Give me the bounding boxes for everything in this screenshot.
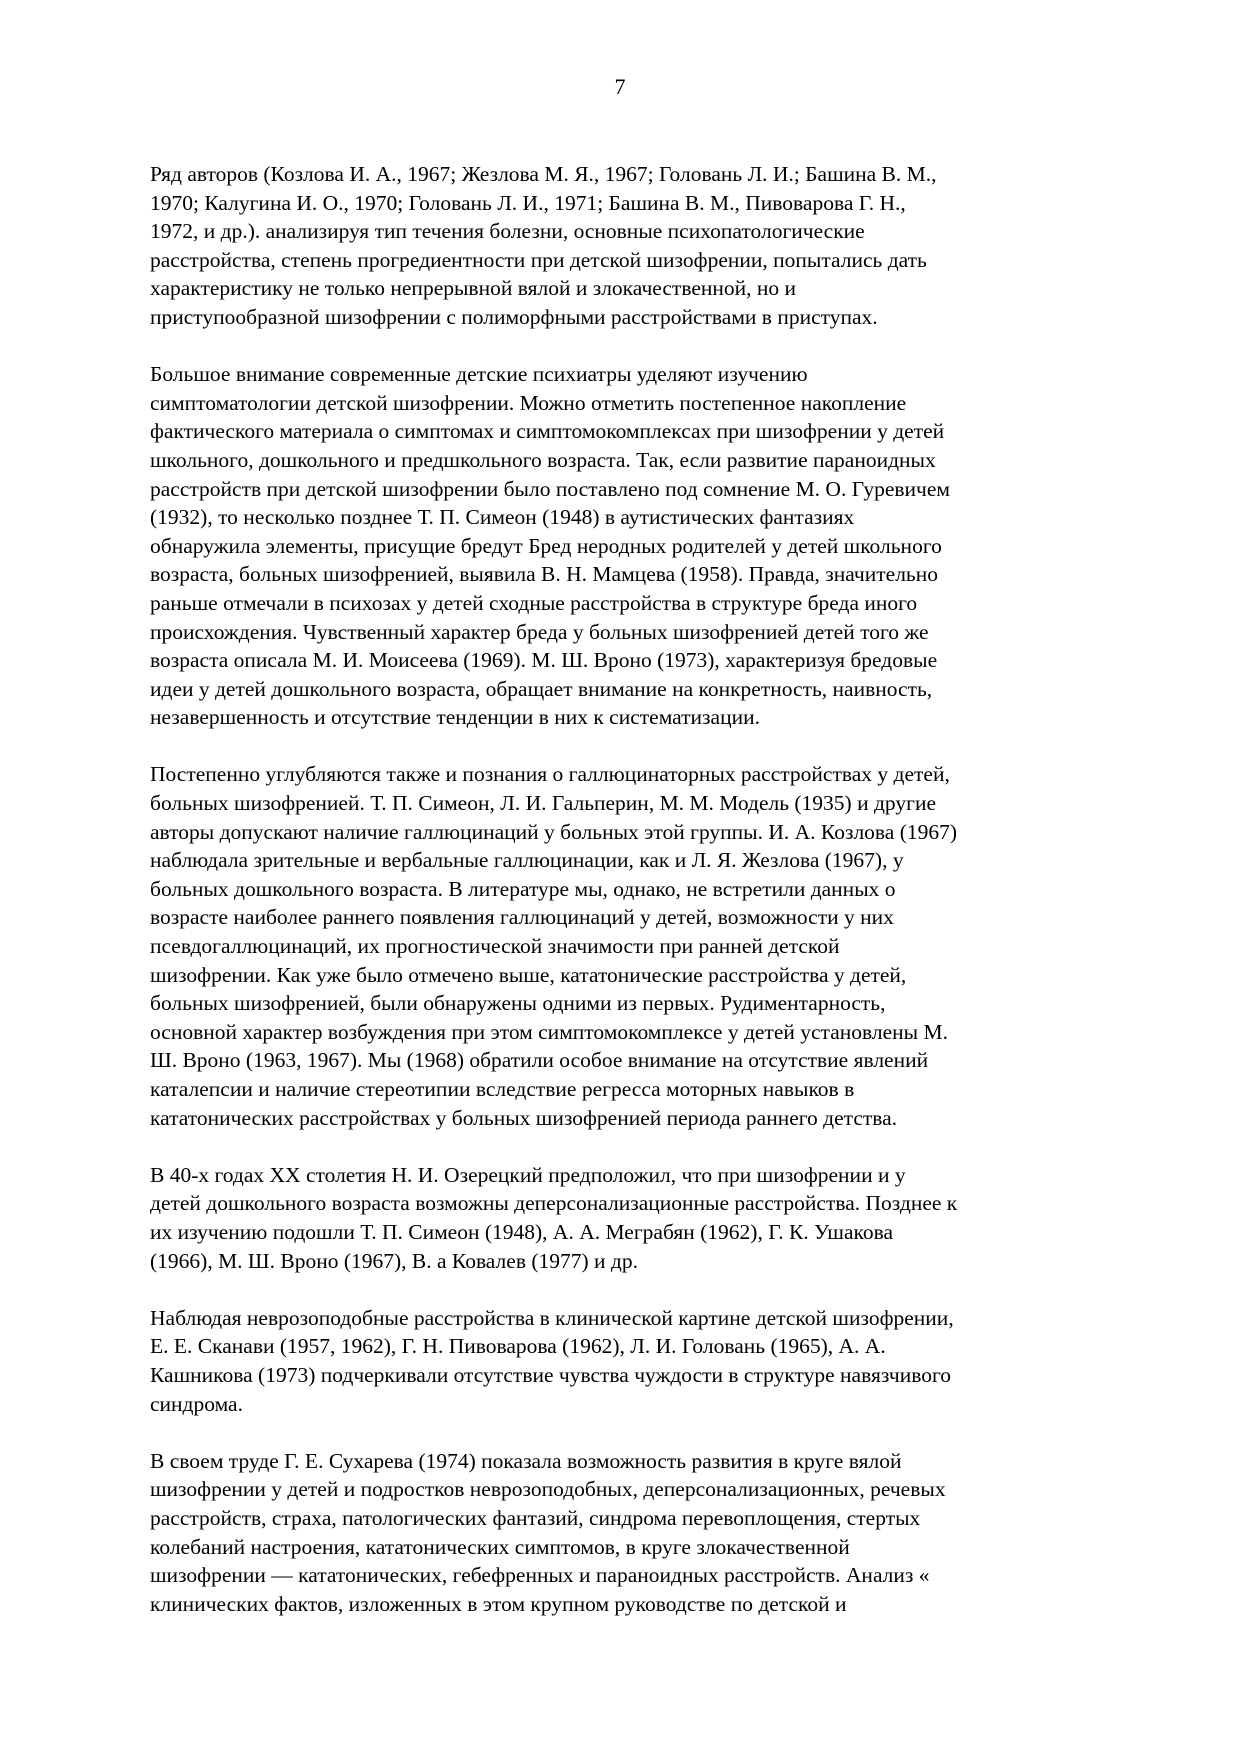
text-line: авторы допускают наличие галлюцинаций у больных этой группы. И. А. Козлова (1967) xyxy=(150,819,958,844)
text-line: шизофрении. Как уже было отмечено выше, кататонические расстройства у детей, xyxy=(150,962,907,987)
text-line: Кашникова (1973) подчеркивали отсутствие чувства чуждости в структуре навязчивого xyxy=(150,1362,952,1387)
text-line: колебаний настроения, кататонических симптомов, в круге злокачественной xyxy=(150,1534,850,1559)
text-line: В своем труде Г. Е. Сухарева (1974) показала возможность развития в круге вялой xyxy=(150,1448,902,1473)
text-line: расстройств, страха, патологических фантазий, синдрома перевоплощения, стертых xyxy=(150,1505,921,1530)
text-line: возраста описала М. И. Моисеева (1969). М. Ш. Вроно (1973), характеризуя бредовые xyxy=(150,648,938,673)
document-body xyxy=(150,160,1110,1618)
text-line: каталепсии и наличие стереотипии вследствие регресса моторных навыков в xyxy=(150,1077,855,1101)
text-line: Е. Е. Сканави (1957, 1962), Г. Н. Пивоварова (1962), Л. И. Головань (1965), А. А. xyxy=(150,1334,886,1359)
page-number: 7 xyxy=(614,74,626,99)
text-line: незавершенность и отсутствие тенденции в них к систематизации. xyxy=(150,705,760,730)
text-line: расстройства, степень прогредиентности при детской шизофрении, попытались дать xyxy=(150,247,927,272)
text-line: школьного, дошкольного и предшкольного возраста. Так, если развитие параноидных xyxy=(150,447,936,472)
text-line: основной характер возбуждения при этом симптомокомплексе у детей установлены М. xyxy=(150,1019,948,1044)
text-line: расстройств при детской шизофрении было поставлено под сомнение М. О. Гуревичем xyxy=(150,476,950,501)
text-line: наблюдала зрительные и вербальные галлюцинации, как и Л. Я. Жезлова (1967), у xyxy=(150,848,904,873)
text-line: кататонических расстройствах у больных шизофренией периода раннего детства. xyxy=(150,1105,898,1130)
text-line: больных шизофренией. Т. П. Симеон, Л. И. Гальперин, М. М. Модель (1935) и другие xyxy=(150,791,936,816)
paragraph-spacer xyxy=(150,1275,1110,1304)
text-line: их изучению подошли Т. П. Симеон (1948), А. А. Меграбян (1962), Г. К. Ушакова xyxy=(150,1219,893,1244)
text-line: больных шизофренией, были обнаружены одними из первых. Рудиментарность, xyxy=(150,991,886,1016)
text-line: характеристику не только непрерывной вялой и злокачественной, но и xyxy=(150,276,797,301)
text-line: фактического материала о симптомах и симптомокомплексах при шизофрении у детей xyxy=(150,419,945,444)
text-line: шизофрении у детей и подростков неврозоподобных, деперсонализационных, речевых xyxy=(150,1477,946,1502)
text-line: Наблюдая неврозоподобные расстройства в клинической картине детской шизофрении, xyxy=(150,1305,954,1330)
paragraph-6 xyxy=(150,1447,1110,1619)
text-line: раньше отмечали в психозах у детей сходные расстройства в структуре бреда иного xyxy=(150,590,918,615)
text-line: 1972, и др.). анализируя тип течения болезни, основные психопатологические xyxy=(150,219,865,244)
text-line: детей дошкольного возраста возможны деперсонализационные расстройства. Позднее к xyxy=(150,1191,958,1216)
text-line: симптоматологии детской шизофрении. Можно отметить постепенное накопление xyxy=(150,390,907,415)
text-line: В 40-х годах XX столетия Н. И. Озерецкий предположил, что при шизофрении и у xyxy=(150,1162,906,1187)
text-line: происхождения. Чувственный характер бреда у больных шизофренией детей того же xyxy=(150,619,929,644)
text-line: обнаружила элементы, присущие бредут Бред неродных родителей у детей школьного xyxy=(150,533,942,558)
text-line: Ш. Вроно (1963, 1967). Мы (1968) обратили особое внимание на отсутствие явлений xyxy=(150,1048,929,1073)
text-line: псевдогаллюцинаций, их прогностической значимости при ранней детской xyxy=(150,934,840,959)
text-line: Постепенно углубляются также и познания о галлюцинаторных расстройствах у детей, xyxy=(150,762,950,787)
text-line: возраста, больных шизофренией, выявила В. Н. Мамцева (1958). Правда, значительно xyxy=(150,562,938,587)
text-line: (1932), то несколько позднее Т. П. Симеон (1948) в аутистических фантазиях xyxy=(150,505,855,530)
paragraph-2 xyxy=(150,360,1110,732)
paragraph-1 xyxy=(150,160,1110,332)
text-line: синдрома. xyxy=(150,1391,243,1416)
text-line: Большое внимание современные детские психиатры уделяют изучению xyxy=(150,362,808,387)
text-line: (1966), М. Ш. Вроно (1967), В. а Ковалев (1977) и др. xyxy=(150,1248,638,1273)
paragraph-spacer xyxy=(150,732,1110,761)
text-line: 1970; Калугина И. О., 1970; Головань Л. И., 1971; Башина В. М., Пивоварова Г. Н., xyxy=(150,190,906,215)
paragraph-3 xyxy=(150,760,1110,1132)
text-line: идеи у детей дошкольного возраста, обращает внимание на конкретность, наивность, xyxy=(150,676,933,701)
paragraph-5 xyxy=(150,1304,1110,1418)
paragraph-4 xyxy=(150,1161,1110,1275)
paragraph-spacer xyxy=(150,1132,1110,1161)
text-line: приступообразной шизофрении с полиморфными расстройствами в приступах. xyxy=(150,304,878,329)
text-line: клинических фактов, изложенных в этом крупном руководстве по детской и xyxy=(150,1591,847,1616)
text-line: шизофрении — кататонических, гебефренных и параноидных расстройств. Анализ « xyxy=(150,1563,930,1588)
paragraph-spacer xyxy=(150,1418,1110,1447)
text-line: больных дошкольного возраста. В литературе мы, однако, не встретили данных о xyxy=(150,876,896,901)
text-line: Ряд авторов (Козлова И. А., 1967; Жезлова М. Я., 1967; Головань Л. И.; Башина В. М., xyxy=(150,162,937,186)
text-line: возрасте наиболее раннего появления галлюцинаций у детей, возможности у них xyxy=(150,905,894,930)
paragraph-spacer xyxy=(150,332,1110,361)
